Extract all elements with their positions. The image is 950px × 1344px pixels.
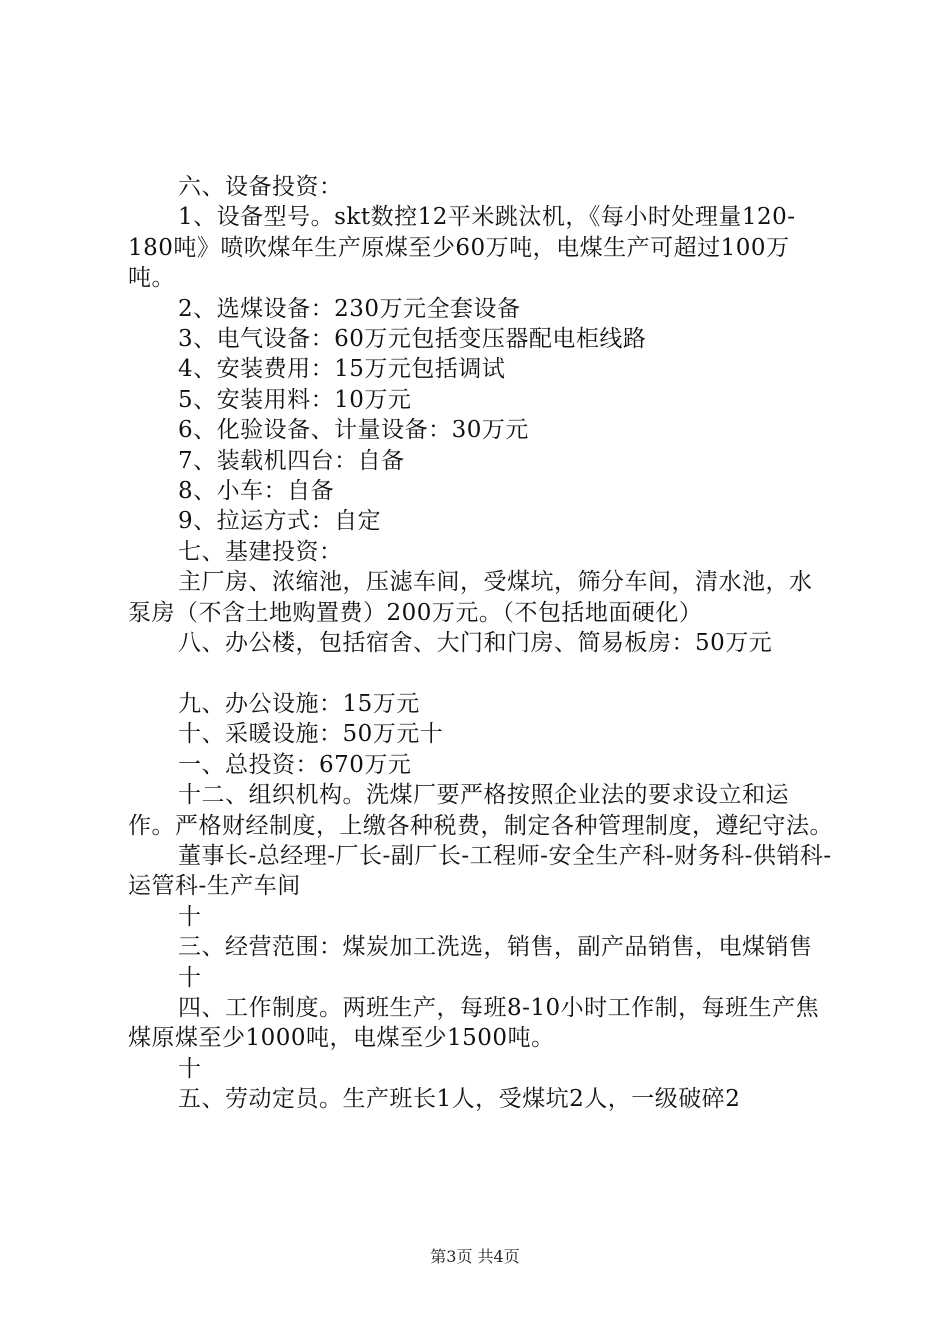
- paragraph: 董事长-总经理-厂长-副厂长-工程师-安全生产科-财务科-供销科-运管科-生产车间: [128, 842, 832, 900]
- paragraph: 七、基建投资：: [178, 538, 343, 565]
- paragraph: 6、化验设备、计量设备：30万元: [178, 417, 529, 444]
- paragraph: 3、电气设备：60万元包括变压器配电柜线路: [178, 326, 647, 353]
- paragraph: 十: [178, 1055, 202, 1082]
- paragraph: 八、办公楼，包括宿舍、大门和门房、简易板房：50万元: [178, 630, 773, 657]
- paragraph: 2、选煤设备：230万元全套设备: [178, 295, 521, 322]
- paragraph: 8、小车：自备: [178, 478, 335, 505]
- paragraph: 十: [178, 903, 202, 930]
- paragraph: 三、经营范围：煤炭加工洗选，销售，副产品销售，电煤销售: [178, 934, 813, 961]
- paragraph: 7、装载机四台：自备: [178, 447, 405, 474]
- paragraph: 1、设备型号。skt数控12平米跳汰机，《每小时处理量120-180吨》喷吹煤年生产原煤至少60万吨，电煤生产可超过100万吨。: [128, 204, 796, 292]
- paragraph: 十二、组织机构。洗煤厂要严格按照企业法的要求设立和运作。严格财经制度，上缴各种税费，制定各种管理制度，遵纪守法。: [128, 782, 833, 839]
- paragraph: 十: [178, 964, 202, 991]
- paragraph: 六、设备投资：: [178, 174, 343, 200]
- paragraph: 5、安装用料：10万元: [178, 386, 412, 413]
- paragraph: 五、劳动定员。生产班长1人，受煤坑2人，一级破碎2: [178, 1086, 741, 1113]
- paragraph: [128, 659, 833, 689]
- paragraph: 9、拉运方式：自定: [178, 508, 382, 535]
- page-footer: 第3页 共4页: [430, 1247, 520, 1266]
- paragraph: 十、采暖设施：50万元十: [178, 721, 444, 748]
- paragraph: 四、工作制度。两班生产，每班8-10小时工作制，每班生产焦煤原煤至少1000吨，电煤至少1500吨。: [128, 994, 820, 1052]
- paragraph: 4、安装费用：15万元包括调试: [178, 356, 506, 383]
- paragraph: 九、办公设施：15万元: [178, 690, 420, 717]
- paragraph: 主厂房、浓缩池，压滤车间，受煤坑，筛分车间，清水池，水泵房（不含土地购置费）200万元。（不包括地面硬化）: [128, 569, 813, 626]
- document-body: [128, 172, 833, 1115]
- paragraph: 一、总投资：670万元: [178, 751, 412, 778]
